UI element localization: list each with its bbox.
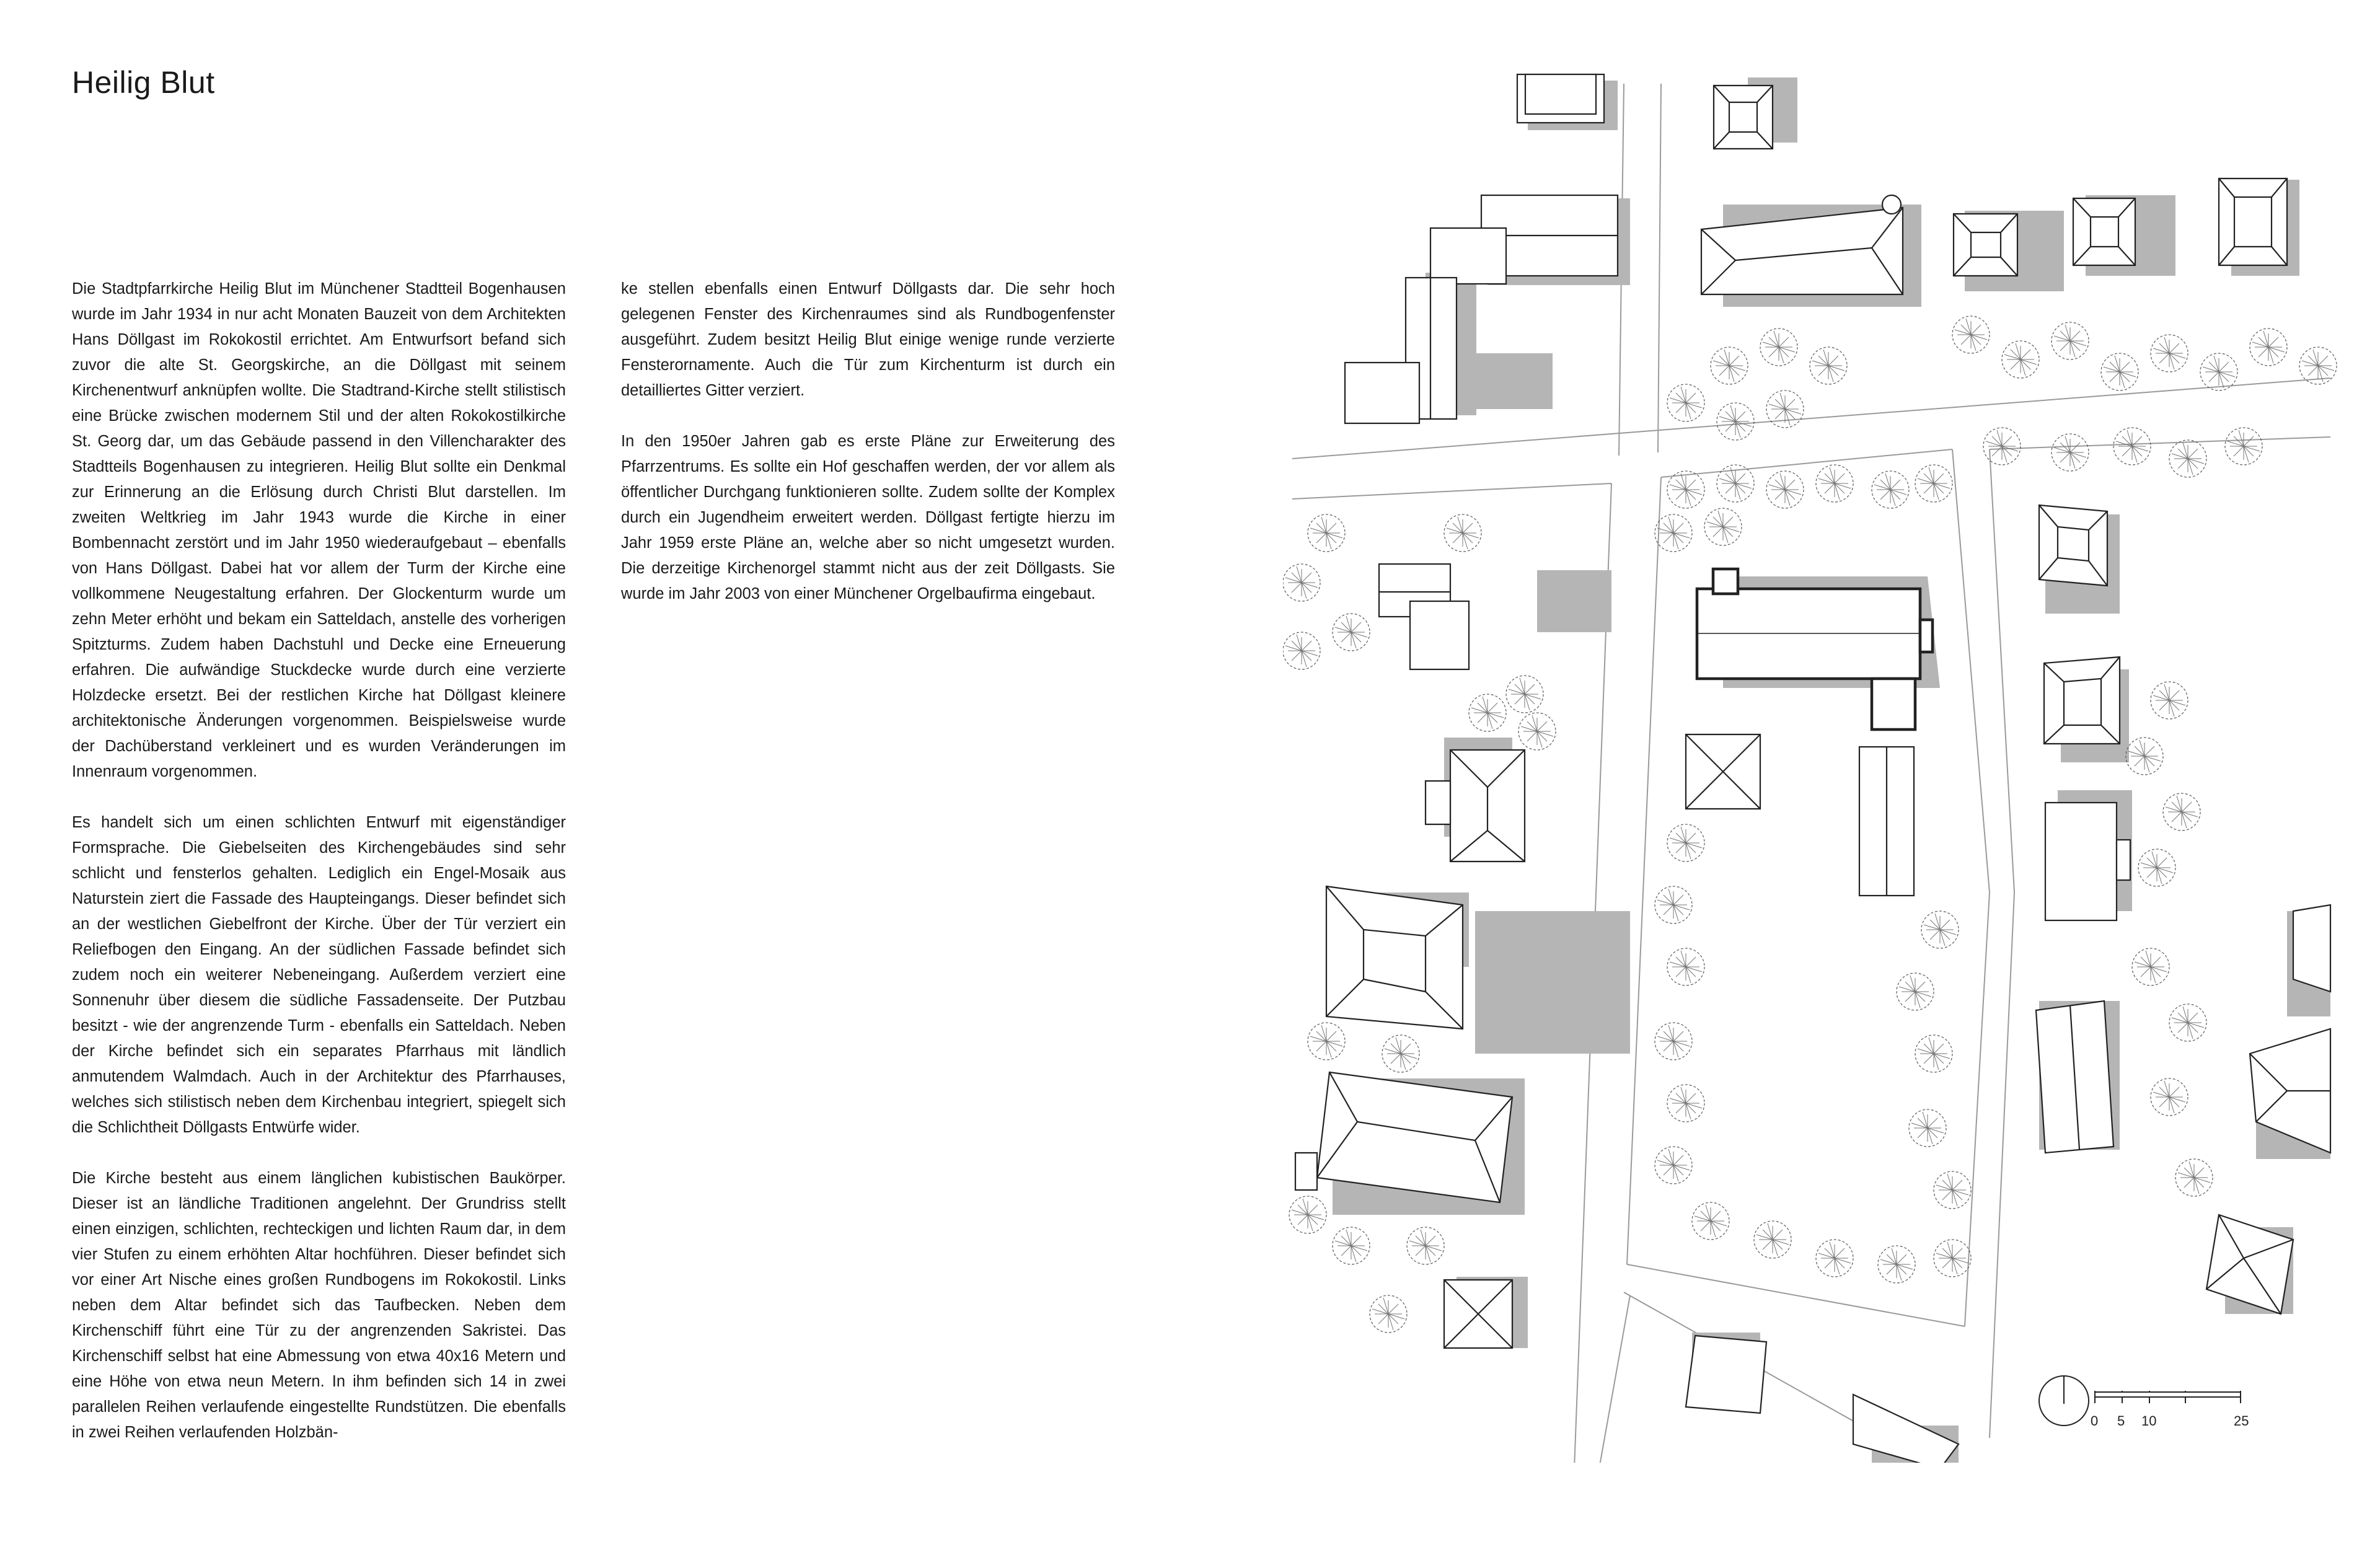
- text-column-right: [621, 276, 1115, 632]
- scale-bar: [2095, 1391, 2241, 1403]
- scale-label: 25: [2234, 1413, 2249, 1429]
- text-column-left: [72, 276, 566, 1471]
- scale-label: 0: [2091, 1413, 2099, 1429]
- north-arrow-icon: [2039, 1376, 2089, 1426]
- paragraph: ke stellen ebenfalls einen Entwurf Döllgasts dar. Die sehr hoch gelegenen Fenster des Kirchenraumes sind als Rundbogenfenster ausgeführt. Zudem besitzt Heilig Blut einige wenige runde verzierte Fensterornamente. Auch die Tür zum Kirchenturm ist durch ein detailliertes Gitter verziert.: [621, 280, 1115, 399]
- page-title: Heilig Blut: [72, 65, 215, 100]
- paragraph: Es handelt sich um einen schlichten Entwurf mit eigenständiger Formsprache. Die Giebelseiten des Kirchengebäudes sind sehr schlicht und fensterlos gehalten. Lediglich ein Engel-Mosaik aus Naturstein ziert die Fassade des Haupteingangs. Dieser befindet sich an der westlichen Giebelfront der Kirche. Über der Tür verziert ein Reliefbogen den Eingang. An der südlichen Fassade befindet sich zudem noch ein weiterer Nebeneingang. Außerdem verziert eine Sonnenuhr über diesem die südliche Fassadenseite. Der Putzbau besitzt - wie der angrenzende Turm - ebenfalls ein Satteldach. Neben der Kirche befindet sich ein separates Pfarrhaus mit ländlich anmutendem Walmdach. Auch in der Architektur des Pfarrhauses, welches sich stilistisch neben dem Kirchenbau integriert, spiegelt sich die Schlichtheit Döllgasts Entwürfe wider.: [72, 814, 566, 1136]
- paragraph: In den 1950er Jahren gab es erste Pläne zur Erweiterung des Pfarrzentrums. Es sollte ein Hof geschaffen werden, der vor allem als öffentlicher Durchgang funktionieren sollte. Zudem sollte der Komplex durch ein Jugendheim erweitert werden. Döllgast fertigte hierzu im Jahr 1959 erste Pläne an, welche aber so nicht umgesetzt wurden. Die derzeitige Kirchenorgel stammt nicht aus der zeit Döllgasts. Sie wurde im Jahr 2003 von einer Münchener Orgelbaufirma eingebaut.: [621, 433, 1115, 602]
- scale-label: 10: [2141, 1413, 2157, 1429]
- scale-label: 5: [2117, 1413, 2125, 1429]
- paragraph: Die Kirche besteht aus einem länglichen kubistischen Baukörper. Dieser ist an ländliche Traditionen angelehnt. Der Grundriss stellt einen einzigen, schlichten, rechteckigen und lichten Raum dar, in dem vier Stufen zu einem erhöhten Altar hochführen. Dieser befindet sich vor einer Art Nische eines großen Rundbogens im Rokokostil. Links neben dem Altar befindet sich das Taufbecken. Neben dem Kirchenschiff führt eine Tür zu der angrenzenden Sakristei. Das Kirchenschiff selbst hat eine Abmessung von etwa 40x16 Metern und eine Höhe von etwa neun Metern. In ihm befinden sich 14 in zwei parallelen Reihen verlaufende eingestellte Rundstützen. Die ebenfalls in zwei Reihen verlaufenden Holzbän-: [72, 1170, 566, 1441]
- paragraph: Die Stadtpfarrkirche Heilig Blut im Münchener Stadtteil Bogenhausen wurde im Jahr 1934 in nur acht Monaten Bauzeit von dem Architekten Hans Döllgast im Rokokostil errichtet. Am Entwurfsort befand sich zuvor die alte St. Georgskirche, an die Döllgast mit seinem Kirchenentwurf anknüpfen wollte. Die Stadtrand-Kirche stellt stilistisch eine Brücke zwischen modernem Stil und der alten Rokokostilkirche St. Georg dar, um das Gebäude passend in den Villencharakter des Stadtteils Bogenhausen zu integrieren. Heilig Blut sollte ein Denkmal zur Erinnerung an die Erlösung durch Christi Blut darstellen. Im zweiten Weltkrieg im Jahr 1943 wurde die Kirche in einer Bombennacht zerstört und im Jahr 1950 wiederaufgebaut – ebenfalls von Hans Döllgast. Dabei hat vor allem der Turm der Kirche eine vollkommene Neugestaltung erfahren. Der Glockenturm wurde um zehn Meter erhöht und bekam ein Satteldach, anstelle des vorherigen Spitzturms. Zudem haben Dachstuhl und Decke eine Erneuerung erfahren. Die aufwändige Stuckdecke wurde durch eine verzierte Holzdecke ersetzt. Bei der restlichen Kirche hat Döllgast kleinere architektonische Änderungen vorgenommen. Beispielsweise wurde der Dachüberstand verkleinert und es wurden Veränderungen im Innenraum vorgenommen.: [72, 280, 566, 780]
- site-plan: [1283, 68, 2349, 1463]
- church-building: [1697, 569, 1933, 729]
- buildings: [1295, 74, 2330, 1463]
